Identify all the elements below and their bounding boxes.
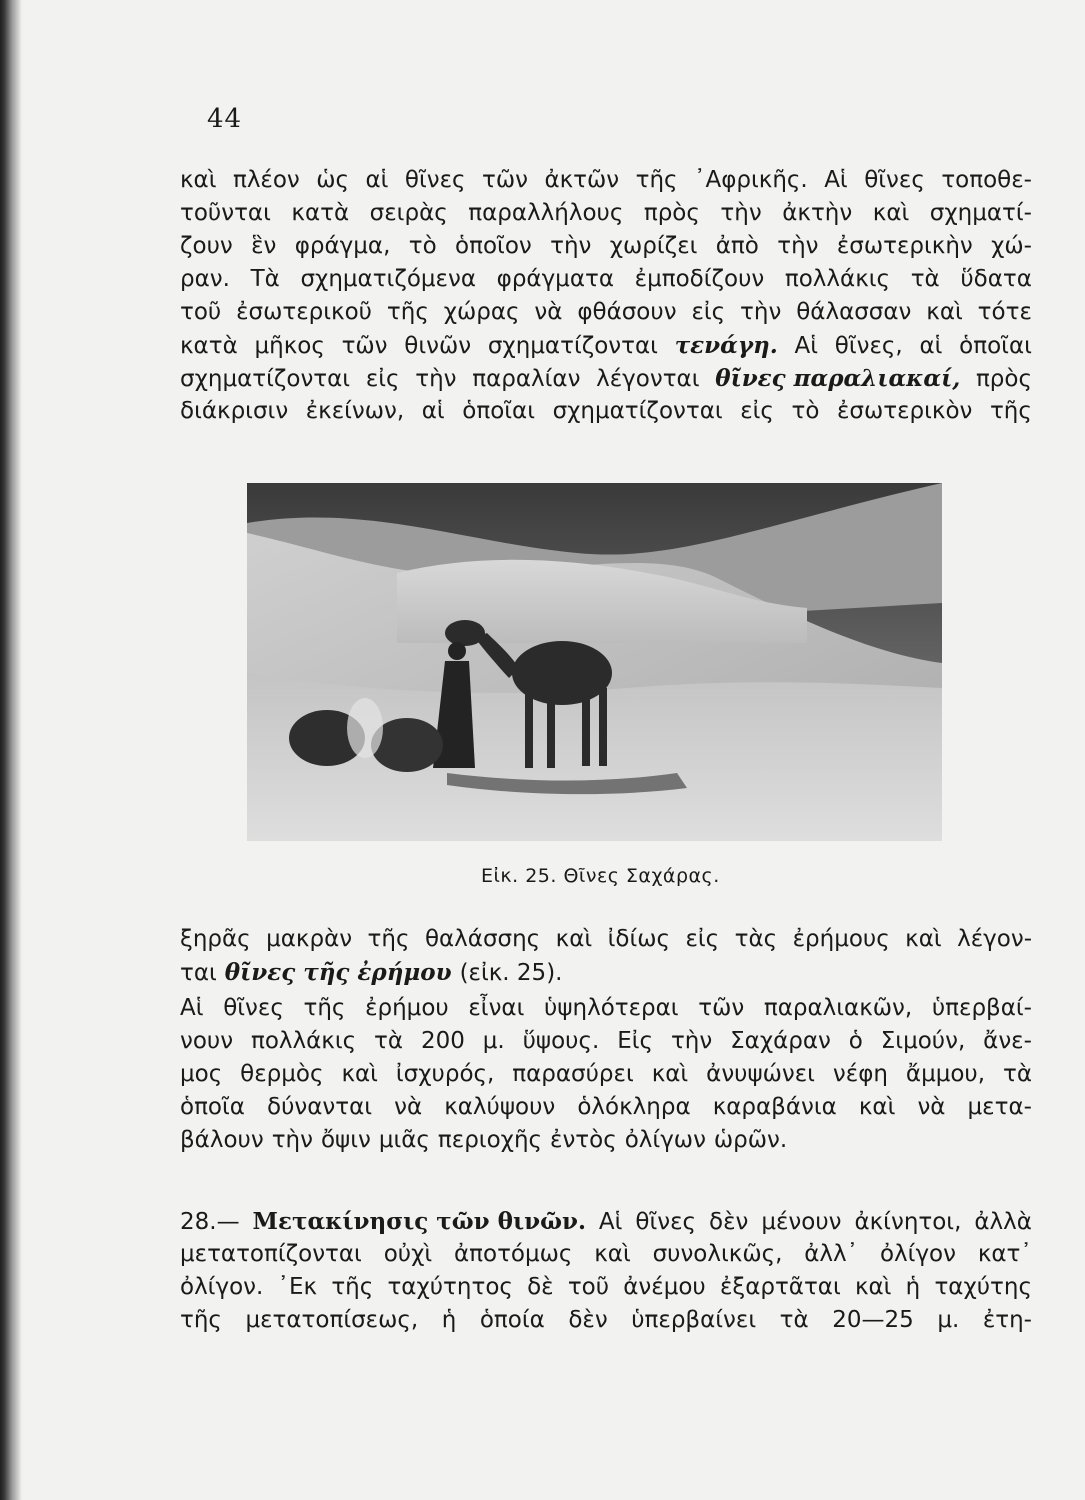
text-line bbox=[180, 1094, 1032, 1127]
text-line bbox=[180, 995, 1032, 1028]
paragraph-desert-dunes-intro bbox=[180, 926, 1032, 992]
word: τοῦ bbox=[180, 299, 222, 325]
word: καὶ bbox=[555, 926, 593, 952]
word: καὶ bbox=[858, 1094, 896, 1120]
text-line bbox=[180, 233, 1032, 266]
text-line bbox=[180, 299, 1032, 332]
word: αἱ bbox=[365, 167, 389, 193]
word: τὸ bbox=[791, 398, 820, 424]
word: τὴν bbox=[740, 299, 782, 325]
word: τὰς bbox=[734, 926, 778, 952]
word: θαλάσσης bbox=[424, 926, 541, 952]
word: ὁ bbox=[848, 1028, 863, 1054]
word: βάλουν bbox=[180, 1127, 264, 1153]
word: παραλλήλους bbox=[468, 200, 624, 226]
word: καὶ bbox=[905, 926, 942, 952]
word: λέγονται bbox=[596, 366, 700, 392]
word: ᾿Εκ bbox=[277, 1274, 318, 1300]
word: ἓν bbox=[251, 233, 277, 259]
word: τὰ bbox=[374, 1028, 404, 1054]
word: μένουν bbox=[761, 1209, 842, 1235]
desert-photo bbox=[247, 483, 942, 841]
word: ἀνυψώνει bbox=[706, 1061, 815, 1087]
word: ραν. bbox=[180, 266, 230, 292]
word: θῖνες τῆς ἐρήμου bbox=[224, 959, 452, 986]
word: τὴν bbox=[777, 233, 819, 259]
word: μος bbox=[180, 1061, 223, 1087]
word: ὀλίγων bbox=[624, 1127, 706, 1153]
word: ὑπερβαίνει bbox=[631, 1307, 757, 1333]
word: σχηματί- bbox=[929, 200, 1032, 226]
word: πολλάκις bbox=[784, 266, 891, 292]
word: εἰς bbox=[365, 366, 400, 392]
word: ἀλλ᾿ bbox=[804, 1241, 859, 1267]
word: χωρίζει bbox=[609, 233, 698, 259]
book-spine-shadow bbox=[0, 0, 22, 1500]
word: ἀλλὰ bbox=[974, 1209, 1032, 1235]
text-line bbox=[180, 1127, 1032, 1160]
word: ἀκτῶν bbox=[544, 167, 620, 193]
text-line bbox=[180, 1208, 1032, 1241]
word: καὶ bbox=[651, 1061, 689, 1087]
word: τῆς bbox=[303, 995, 346, 1021]
text-line bbox=[180, 200, 1032, 233]
word: καραβάνια bbox=[712, 1094, 837, 1120]
word: φράγματα bbox=[496, 266, 614, 292]
word: (εἰκ. 25). bbox=[459, 960, 563, 986]
word: θῖνες, bbox=[834, 333, 903, 359]
word: ται bbox=[180, 960, 217, 986]
word: νὰ bbox=[917, 1094, 946, 1120]
word: Αἱ bbox=[824, 167, 848, 193]
word: τὰ bbox=[910, 266, 940, 292]
word: ἐσωτερικοῦ bbox=[236, 299, 372, 325]
word: τῶν bbox=[341, 333, 388, 359]
word: οὐχὶ bbox=[383, 1241, 433, 1267]
word: καλύψουν bbox=[444, 1094, 556, 1120]
text-line bbox=[180, 167, 1032, 200]
word: μακρὰν bbox=[266, 926, 353, 952]
word: περιοχῆς bbox=[437, 1127, 543, 1153]
word: Σιμούν, bbox=[880, 1028, 966, 1054]
word: μ. bbox=[937, 1307, 960, 1333]
word: τῆς bbox=[989, 398, 1032, 424]
word: μετατοπίζονται bbox=[180, 1241, 362, 1267]
word: ὑψηλότεραι bbox=[544, 995, 679, 1021]
campfire-smoke bbox=[347, 698, 383, 758]
word: πολλάκις bbox=[250, 1028, 357, 1054]
word: εἶναι bbox=[468, 995, 525, 1021]
word: εἰς bbox=[740, 398, 774, 424]
word: ᾿Αφρικῆς. bbox=[694, 167, 808, 193]
section-28-dune-movement bbox=[180, 1208, 1032, 1340]
word: ξηρᾶς bbox=[180, 926, 251, 952]
word: παραλίαν bbox=[472, 366, 581, 392]
word: μετατοπίσεως, bbox=[245, 1307, 419, 1333]
word: ἐρήμου bbox=[365, 995, 449, 1021]
word: θάλασσαν bbox=[796, 299, 912, 325]
word: ὡρῶν. bbox=[713, 1127, 788, 1153]
word: αἱ bbox=[421, 398, 445, 424]
word: τῆς bbox=[367, 926, 410, 952]
word: τὰ bbox=[779, 1307, 809, 1333]
word: ἐσωτερικὸν bbox=[836, 398, 973, 424]
word: σειρὰς bbox=[369, 200, 448, 226]
word: τὴν bbox=[550, 233, 592, 259]
word: ὁποία bbox=[479, 1307, 545, 1333]
word: ὀλίγον. bbox=[180, 1274, 264, 1300]
word: ὡς bbox=[316, 167, 350, 193]
word: 20—25 bbox=[832, 1307, 914, 1333]
text-line bbox=[180, 1028, 1032, 1061]
word: δύνανται bbox=[267, 1094, 373, 1120]
word: τὴν bbox=[670, 1028, 713, 1054]
word: ταχύτης bbox=[934, 1274, 1032, 1300]
text-line bbox=[180, 959, 1032, 992]
word: Αἱ bbox=[180, 995, 204, 1021]
word: μιᾶς bbox=[378, 1127, 430, 1153]
word: θερμὸς bbox=[240, 1061, 324, 1087]
word: καὶ bbox=[594, 1241, 631, 1267]
word: Τὰ bbox=[250, 266, 280, 292]
page-number: 44 bbox=[207, 104, 243, 134]
word: τῆς bbox=[635, 167, 678, 193]
word: καὶ bbox=[854, 1274, 892, 1300]
word: τῆς bbox=[331, 1274, 374, 1300]
word: τοποθε- bbox=[941, 167, 1032, 193]
word: ζουν bbox=[180, 233, 233, 259]
word: πρὸς bbox=[975, 366, 1032, 392]
text-line bbox=[180, 266, 1032, 299]
paragraph-coastal-dunes bbox=[180, 167, 1032, 431]
word: αἱ bbox=[919, 333, 943, 359]
text-line bbox=[180, 365, 1032, 398]
word: ἐσωτερικὴν bbox=[836, 233, 973, 259]
text-line bbox=[180, 398, 1032, 431]
text-line bbox=[180, 1307, 1032, 1340]
word: καὶ bbox=[341, 1061, 378, 1087]
word: ἡ bbox=[905, 1274, 921, 1300]
word: ἰσχυρός, bbox=[395, 1061, 495, 1087]
word: τενάγη. bbox=[674, 332, 778, 359]
text-line bbox=[180, 1241, 1032, 1274]
word: ἀπὸ bbox=[715, 233, 759, 259]
word: ἀκτὴν bbox=[782, 200, 853, 226]
word: δὲ bbox=[527, 1274, 554, 1300]
word: ἀποτόμως bbox=[453, 1241, 573, 1267]
word: νουν bbox=[180, 1028, 234, 1054]
word: θινῶν bbox=[404, 333, 472, 359]
word: μ. bbox=[482, 1028, 505, 1054]
word: ἄνε- bbox=[983, 1028, 1032, 1054]
word: μῆκος bbox=[254, 333, 325, 359]
word: σχηματίζονται bbox=[552, 398, 723, 424]
word: ὁποῖαι bbox=[462, 398, 535, 424]
word: κατὰ bbox=[291, 200, 350, 226]
word: ἐρήμους bbox=[792, 926, 890, 952]
text-line bbox=[180, 332, 1032, 365]
word: ἐντὸς bbox=[550, 1127, 617, 1153]
word: σχηματίζονται bbox=[487, 333, 658, 359]
word: Μετακίνησις τῶν θινῶν. bbox=[252, 1208, 586, 1235]
word: τὸ bbox=[408, 233, 437, 259]
word: εἰς bbox=[685, 926, 720, 952]
word: καὶ bbox=[926, 299, 963, 325]
word: ἀκίνητοι, bbox=[854, 1209, 962, 1235]
word: τὰ bbox=[1002, 1061, 1032, 1087]
word: διάκρισιν bbox=[180, 398, 289, 424]
word: 200 bbox=[420, 1028, 465, 1054]
word: ἄμμου, bbox=[905, 1061, 986, 1087]
word: φράγμα, bbox=[294, 233, 391, 259]
word: ὁποῖον bbox=[455, 233, 532, 259]
word: μετα- bbox=[967, 1094, 1032, 1120]
word: ὕψους. bbox=[522, 1028, 600, 1054]
figure-caption: Εἰκ. 25. Θῖνες Σαχάρας. bbox=[481, 865, 720, 887]
word: φθάσουν bbox=[577, 299, 677, 325]
word: παραλιακῶν, bbox=[763, 995, 913, 1021]
word: πλέον bbox=[232, 167, 300, 193]
word: τῶν bbox=[698, 995, 745, 1021]
word: λέγον- bbox=[957, 926, 1032, 952]
word: δὲν bbox=[709, 1209, 749, 1235]
word: νὰ bbox=[394, 1094, 423, 1120]
word: τῆς bbox=[386, 299, 429, 325]
word: χώ- bbox=[991, 233, 1032, 259]
word: Αἱ bbox=[598, 1209, 623, 1235]
word: καὶ bbox=[180, 167, 217, 193]
word: ἐμποδίζουν bbox=[634, 266, 765, 292]
word: ὁποῖα bbox=[180, 1094, 245, 1120]
word: τὴν bbox=[415, 366, 457, 392]
word: ὄψιν bbox=[320, 1127, 371, 1153]
word: ὁποῖαι bbox=[959, 333, 1032, 359]
word: ἐξαρτᾶται bbox=[719, 1274, 841, 1300]
word: ταχύτητος bbox=[387, 1274, 513, 1300]
word: Εἰς bbox=[617, 1028, 654, 1054]
text-line bbox=[180, 1061, 1032, 1094]
word: κατὰ bbox=[180, 333, 238, 359]
word: τότε bbox=[977, 299, 1032, 325]
word: τὴν bbox=[271, 1127, 313, 1153]
word: Αἱ bbox=[794, 333, 819, 359]
word: ὁλόκληρα bbox=[577, 1094, 691, 1120]
word: ἀνέμου bbox=[623, 1274, 706, 1300]
word: νέφη bbox=[832, 1061, 888, 1087]
word: νὰ bbox=[534, 299, 563, 325]
word: θῖνες bbox=[635, 1209, 697, 1235]
word: ἰδίως bbox=[607, 926, 670, 952]
word: 28.— bbox=[180, 1209, 240, 1235]
word: σχηματίζονται bbox=[180, 366, 351, 392]
text-line bbox=[180, 926, 1032, 959]
word: συνολικῶς, bbox=[652, 1241, 783, 1267]
word: θῖνες παραλιακαί, bbox=[715, 365, 961, 392]
word: ὀλίγον bbox=[879, 1241, 956, 1267]
word: θῖνες bbox=[223, 995, 284, 1021]
word: ἡ bbox=[441, 1307, 457, 1333]
word: τοῦ bbox=[567, 1274, 610, 1300]
word: Σαχάραν bbox=[730, 1028, 831, 1054]
word: ἐκείνων, bbox=[305, 398, 405, 424]
word: τὴν bbox=[720, 200, 762, 226]
word: καὶ bbox=[872, 200, 910, 226]
figure-sahara-dunes bbox=[247, 483, 942, 841]
word: τῶν bbox=[482, 167, 528, 193]
word: δὲν bbox=[568, 1307, 608, 1333]
word: παρασύρει bbox=[512, 1061, 634, 1087]
word: θῖνες bbox=[404, 167, 466, 193]
word: χώρας bbox=[443, 299, 520, 325]
word: πρὸς bbox=[643, 200, 700, 226]
word: τῆς bbox=[180, 1307, 222, 1333]
word: τοῦνται bbox=[180, 200, 271, 226]
word: ὕδατα bbox=[960, 266, 1032, 292]
paragraph-desert-dunes-height bbox=[180, 995, 1032, 1160]
word: θῖνες bbox=[864, 167, 925, 193]
word: ἐτη- bbox=[982, 1307, 1032, 1333]
text-line bbox=[180, 1274, 1032, 1307]
word: κατ᾿ bbox=[977, 1241, 1032, 1267]
word: εἰς bbox=[691, 299, 726, 325]
word: σχηματιζόμενα bbox=[300, 266, 476, 292]
word: ὑπερβαί- bbox=[931, 995, 1032, 1021]
